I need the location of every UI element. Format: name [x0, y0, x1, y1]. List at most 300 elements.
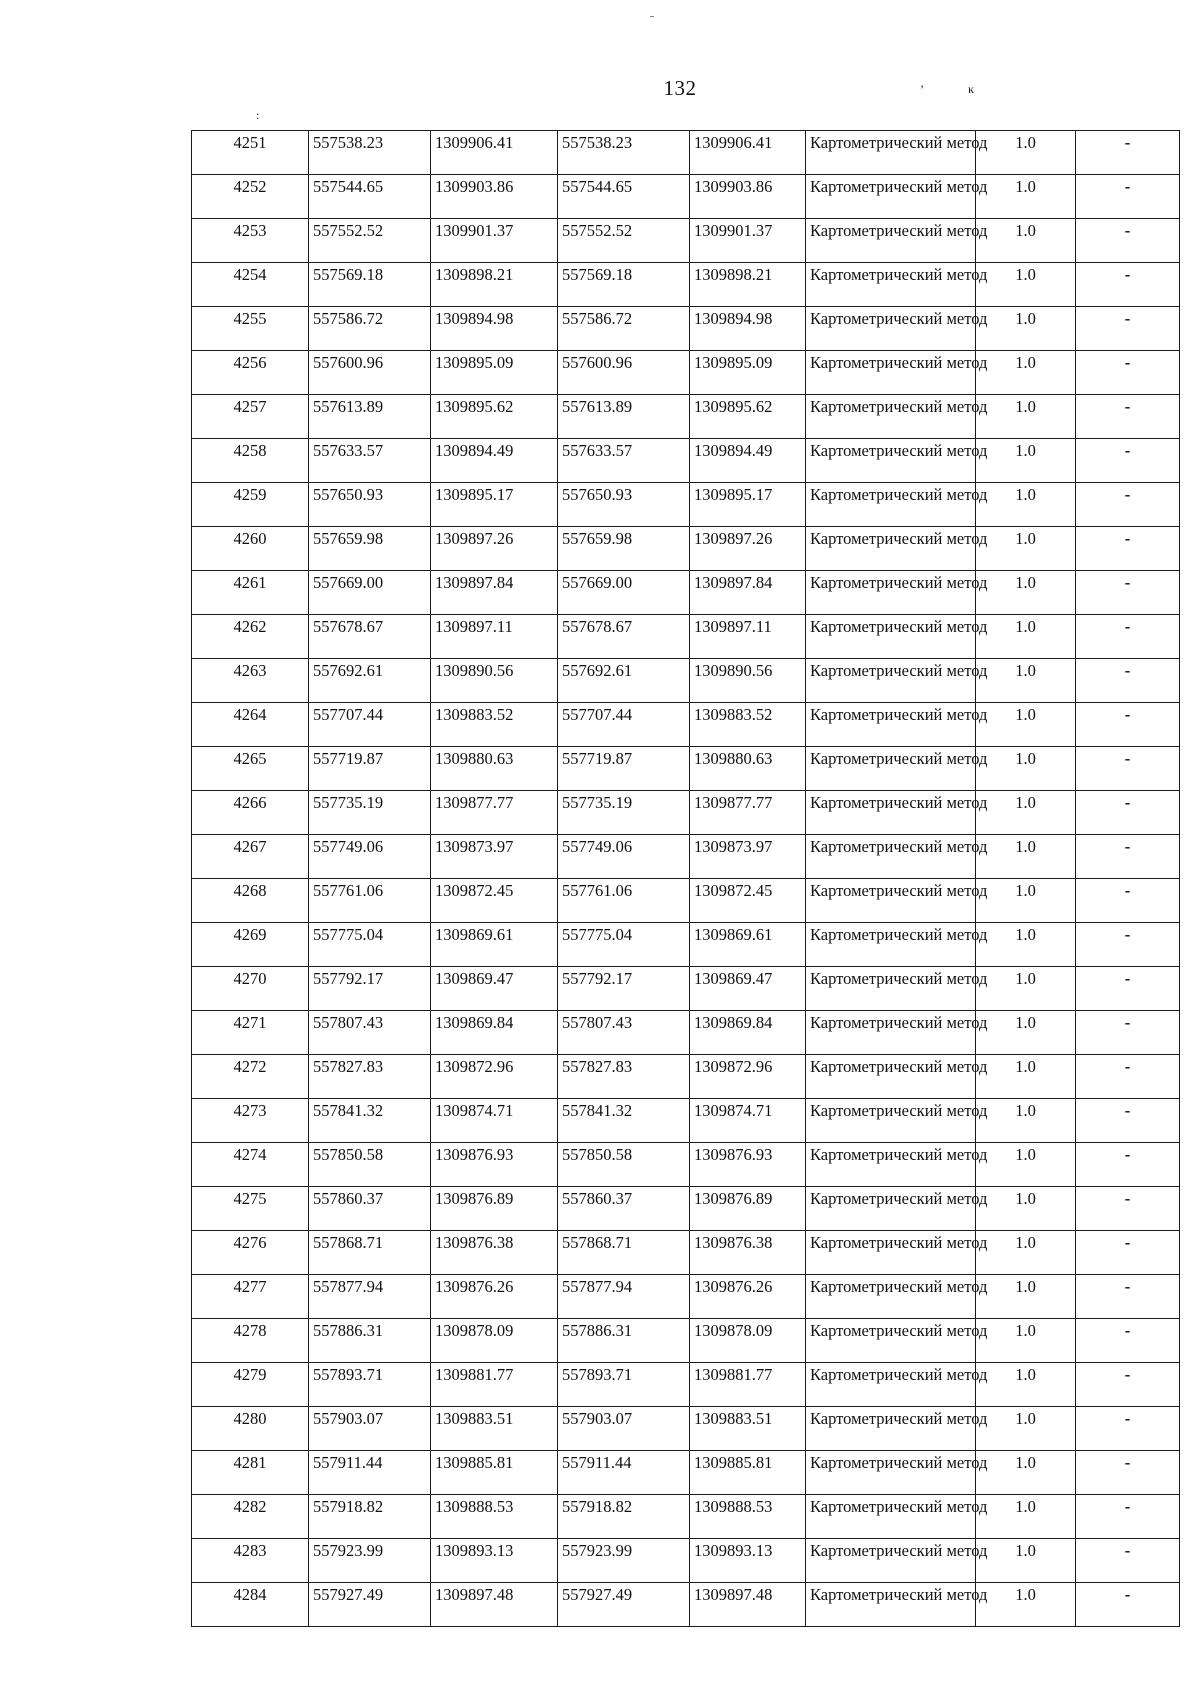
cell-x-old: 557538.23 [309, 131, 431, 175]
cell-point-number: 4261 [192, 571, 309, 615]
cell-point-number: 4278 [192, 1319, 309, 1363]
scan-speck: ˉ [650, 12, 654, 26]
cell-x-old: 557903.07 [309, 1407, 431, 1451]
table-row [192, 483, 1180, 527]
cell-y-new: 1309897.26 [690, 527, 806, 571]
cell-precision: 1.0 [976, 527, 1076, 571]
cell-y-new: 1309873.97 [690, 835, 806, 879]
cell-y-new: 1309881.77 [690, 1363, 806, 1407]
table-row [192, 879, 1180, 923]
cell-x-old: 557692.61 [309, 659, 431, 703]
cell-note: - [1076, 307, 1180, 351]
cell-note: - [1076, 1275, 1180, 1319]
cell-x-old: 557650.93 [309, 483, 431, 527]
table-body [192, 131, 1180, 1627]
table-row [192, 1055, 1180, 1099]
cell-note: - [1076, 395, 1180, 439]
cell-precision: 1.0 [976, 1055, 1076, 1099]
table-row [192, 1275, 1180, 1319]
cell-y-old: 1309880.63 [431, 747, 558, 791]
cell-x-old: 557775.04 [309, 923, 431, 967]
table-row [192, 395, 1180, 439]
table-row [192, 175, 1180, 219]
table-row [192, 1143, 1180, 1187]
cell-point-number: 4262 [192, 615, 309, 659]
cell-point-number: 4274 [192, 1143, 309, 1187]
cell-point-number: 4260 [192, 527, 309, 571]
cell-note: - [1076, 967, 1180, 1011]
cell-x-old: 557719.87 [309, 747, 431, 791]
cell-precision: 1.0 [976, 879, 1076, 923]
cell-y-old: 1309881.77 [431, 1363, 558, 1407]
cell-x-old: 557678.67 [309, 615, 431, 659]
cell-y-new: 1309883.51 [690, 1407, 806, 1451]
cell-x-old: 557659.98 [309, 527, 431, 571]
cell-y-old: 1309888.53 [431, 1495, 558, 1539]
cell-y-new: 1309883.52 [690, 703, 806, 747]
cell-point-number: 4266 [192, 791, 309, 835]
cell-y-new: 1309906.41 [690, 131, 806, 175]
cell-precision: 1.0 [976, 439, 1076, 483]
cell-point-number: 4257 [192, 395, 309, 439]
cell-x-new: 557749.06 [558, 835, 690, 879]
cell-point-number: 4254 [192, 263, 309, 307]
cell-point-number: 4252 [192, 175, 309, 219]
table-row [192, 1583, 1180, 1627]
table-row [192, 1451, 1180, 1495]
cell-y-new: 1309869.84 [690, 1011, 806, 1055]
cell-point-number: 4282 [192, 1495, 309, 1539]
cell-y-new: 1309885.81 [690, 1451, 806, 1495]
cell-method: Картометрический метод [806, 395, 976, 439]
cell-y-new: 1309878.09 [690, 1319, 806, 1363]
cell-x-new: 557586.72 [558, 307, 690, 351]
cell-x-old: 557749.06 [309, 835, 431, 879]
cell-note: - [1076, 659, 1180, 703]
cell-method: Картометрический метод [806, 263, 976, 307]
cell-precision: 1.0 [976, 1583, 1076, 1627]
cell-method: Картометрический метод [806, 1451, 976, 1495]
cell-precision: 1.0 [976, 1143, 1076, 1187]
cell-precision: 1.0 [976, 835, 1076, 879]
cell-y-old: 1309890.56 [431, 659, 558, 703]
cell-precision: 1.0 [976, 1451, 1076, 1495]
table-row [192, 131, 1180, 175]
cell-note: - [1076, 527, 1180, 571]
cell-precision: 1.0 [976, 395, 1076, 439]
cell-point-number: 4259 [192, 483, 309, 527]
table-row [192, 703, 1180, 747]
cell-y-new: 1309876.26 [690, 1275, 806, 1319]
cell-note: - [1076, 1055, 1180, 1099]
cell-y-old: 1309893.13 [431, 1539, 558, 1583]
cell-y-old: 1309883.52 [431, 703, 558, 747]
cell-x-new: 557893.71 [558, 1363, 690, 1407]
cell-point-number: 4253 [192, 219, 309, 263]
cell-method: Картометрический метод [806, 307, 976, 351]
coordinates-table [191, 130, 1180, 1627]
cell-method: Картометрический метод [806, 439, 976, 483]
cell-precision: 1.0 [976, 175, 1076, 219]
cell-method: Картометрический метод [806, 1583, 976, 1627]
cell-x-old: 557586.72 [309, 307, 431, 351]
cell-point-number: 4277 [192, 1275, 309, 1319]
cell-method: Картометрический метод [806, 1231, 976, 1275]
cell-y-old: 1309894.49 [431, 439, 558, 483]
cell-note: - [1076, 1583, 1180, 1627]
cell-method: Картометрический метод [806, 1055, 976, 1099]
table-row [192, 1495, 1180, 1539]
cell-precision: 1.0 [976, 791, 1076, 835]
cell-method: Картометрический метод [806, 879, 976, 923]
cell-point-number: 4273 [192, 1099, 309, 1143]
cell-y-new: 1309894.49 [690, 439, 806, 483]
cell-y-old: 1309897.84 [431, 571, 558, 615]
cell-note: - [1076, 571, 1180, 615]
cell-y-new: 1309898.21 [690, 263, 806, 307]
scan-speck: ’ [920, 82, 924, 96]
cell-note: - [1076, 1011, 1180, 1055]
table-row [192, 1011, 1180, 1055]
cell-method: Картометрический метод [806, 1011, 976, 1055]
cell-x-new: 557569.18 [558, 263, 690, 307]
table-row [192, 571, 1180, 615]
cell-method: Картометрический метод [806, 1495, 976, 1539]
cell-point-number: 4280 [192, 1407, 309, 1451]
table-row [192, 1407, 1180, 1451]
table-row [192, 307, 1180, 351]
cell-y-old: 1309906.41 [431, 131, 558, 175]
cell-precision: 1.0 [976, 923, 1076, 967]
cell-x-new: 557927.49 [558, 1583, 690, 1627]
cell-x-old: 557850.58 [309, 1143, 431, 1187]
cell-x-old: 557893.71 [309, 1363, 431, 1407]
cell-note: - [1076, 1363, 1180, 1407]
cell-x-new: 557678.67 [558, 615, 690, 659]
cell-x-new: 557868.71 [558, 1231, 690, 1275]
cell-note: - [1076, 219, 1180, 263]
cell-y-new: 1309895.17 [690, 483, 806, 527]
table-row [192, 791, 1180, 835]
cell-note: - [1076, 1539, 1180, 1583]
cell-x-old: 557877.94 [309, 1275, 431, 1319]
cell-x-new: 557544.65 [558, 175, 690, 219]
cell-point-number: 4279 [192, 1363, 309, 1407]
cell-y-new: 1309877.77 [690, 791, 806, 835]
cell-y-old: 1309877.77 [431, 791, 558, 835]
cell-precision: 1.0 [976, 307, 1076, 351]
cell-y-new: 1309895.09 [690, 351, 806, 395]
cell-y-old: 1309894.98 [431, 307, 558, 351]
cell-x-old: 557552.52 [309, 219, 431, 263]
cell-y-old: 1309872.45 [431, 879, 558, 923]
cell-point-number: 4281 [192, 1451, 309, 1495]
cell-note: - [1076, 923, 1180, 967]
table-row [192, 615, 1180, 659]
cell-y-new: 1309903.86 [690, 175, 806, 219]
cell-method: Картометрический метод [806, 1099, 976, 1143]
cell-point-number: 4283 [192, 1539, 309, 1583]
cell-note: - [1076, 483, 1180, 527]
cell-precision: 1.0 [976, 571, 1076, 615]
cell-x-new: 557761.06 [558, 879, 690, 923]
cell-note: - [1076, 615, 1180, 659]
cell-precision: 1.0 [976, 615, 1076, 659]
cell-x-new: 557735.19 [558, 791, 690, 835]
cell-y-new: 1309893.13 [690, 1539, 806, 1583]
cell-y-old: 1309895.17 [431, 483, 558, 527]
cell-y-old: 1309901.37 [431, 219, 558, 263]
cell-x-old: 557860.37 [309, 1187, 431, 1231]
cell-note: - [1076, 1187, 1180, 1231]
cell-precision: 1.0 [976, 1539, 1076, 1583]
cell-method: Картометрический метод [806, 571, 976, 615]
cell-y-old: 1309903.86 [431, 175, 558, 219]
cell-x-new: 557903.07 [558, 1407, 690, 1451]
cell-y-old: 1309876.93 [431, 1143, 558, 1187]
cell-method: Картометрический метод [806, 835, 976, 879]
cell-note: - [1076, 835, 1180, 879]
cell-x-new: 557633.57 [558, 439, 690, 483]
cell-point-number: 4269 [192, 923, 309, 967]
cell-x-old: 557841.32 [309, 1099, 431, 1143]
cell-precision: 1.0 [976, 483, 1076, 527]
cell-precision: 1.0 [976, 1231, 1076, 1275]
cell-y-new: 1309897.11 [690, 615, 806, 659]
cell-x-new: 557692.61 [558, 659, 690, 703]
cell-note: - [1076, 175, 1180, 219]
cell-x-old: 557569.18 [309, 263, 431, 307]
cell-y-new: 1309869.61 [690, 923, 806, 967]
cell-x-new: 557792.17 [558, 967, 690, 1011]
cell-method: Картометрический метод [806, 1187, 976, 1231]
cell-x-old: 557669.00 [309, 571, 431, 615]
cell-y-new: 1309876.93 [690, 1143, 806, 1187]
cell-method: Картометрический метод [806, 923, 976, 967]
cell-x-new: 557860.37 [558, 1187, 690, 1231]
table-row [192, 263, 1180, 307]
cell-method: Картометрический метод [806, 791, 976, 835]
cell-point-number: 4275 [192, 1187, 309, 1231]
cell-note: - [1076, 1495, 1180, 1539]
cell-method: Картометрический метод [806, 1319, 976, 1363]
cell-method: Картометрический метод [806, 219, 976, 263]
table-row [192, 219, 1180, 263]
cell-method: Картометрический метод [806, 659, 976, 703]
cell-note: - [1076, 791, 1180, 835]
cell-point-number: 4256 [192, 351, 309, 395]
cell-method: Картометрический метод [806, 1407, 976, 1451]
cell-x-old: 557911.44 [309, 1451, 431, 1495]
cell-precision: 1.0 [976, 351, 1076, 395]
cell-x-new: 557807.43 [558, 1011, 690, 1055]
cell-method: Картометрический метод [806, 747, 976, 791]
cell-point-number: 4272 [192, 1055, 309, 1099]
cell-method: Картометрический метод [806, 483, 976, 527]
cell-point-number: 4276 [192, 1231, 309, 1275]
cell-point-number: 4263 [192, 659, 309, 703]
cell-x-new: 557923.99 [558, 1539, 690, 1583]
cell-x-old: 557600.96 [309, 351, 431, 395]
table-row [192, 1363, 1180, 1407]
scan-speck: : [256, 108, 260, 122]
cell-x-old: 557792.17 [309, 967, 431, 1011]
cell-y-new: 1309880.63 [690, 747, 806, 791]
cell-y-new: 1309888.53 [690, 1495, 806, 1539]
cell-y-old: 1309897.11 [431, 615, 558, 659]
cell-precision: 1.0 [976, 1275, 1076, 1319]
cell-precision: 1.0 [976, 1011, 1076, 1055]
cell-y-old: 1309885.81 [431, 1451, 558, 1495]
cell-y-new: 1309876.89 [690, 1187, 806, 1231]
cell-x-old: 557927.49 [309, 1583, 431, 1627]
page-number: 132 [663, 76, 697, 100]
cell-y-old: 1309869.47 [431, 967, 558, 1011]
cell-precision: 1.0 [976, 1099, 1076, 1143]
cell-x-old: 557827.83 [309, 1055, 431, 1099]
cell-x-old: 557761.06 [309, 879, 431, 923]
cell-note: - [1076, 703, 1180, 747]
cell-precision: 1.0 [976, 1319, 1076, 1363]
cell-point-number: 4251 [192, 131, 309, 175]
cell-method: Картометрический метод [806, 1363, 976, 1407]
cell-method: Картометрический метод [806, 1143, 976, 1187]
cell-y-old: 1309883.51 [431, 1407, 558, 1451]
table-row [192, 439, 1180, 483]
table-row [192, 659, 1180, 703]
cell-note: - [1076, 1407, 1180, 1451]
cell-point-number: 4264 [192, 703, 309, 747]
table-row [192, 351, 1180, 395]
cell-note: - [1076, 1231, 1180, 1275]
cell-x-new: 557719.87 [558, 747, 690, 791]
cell-x-old: 557807.43 [309, 1011, 431, 1055]
cell-x-new: 557659.98 [558, 527, 690, 571]
cell-precision: 1.0 [976, 703, 1076, 747]
cell-note: - [1076, 1143, 1180, 1187]
cell-y-old: 1309878.09 [431, 1319, 558, 1363]
cell-y-old: 1309895.62 [431, 395, 558, 439]
cell-y-old: 1309873.97 [431, 835, 558, 879]
cell-x-new: 557552.52 [558, 219, 690, 263]
cell-x-new: 557877.94 [558, 1275, 690, 1319]
cell-x-new: 557841.32 [558, 1099, 690, 1143]
cell-note: - [1076, 1451, 1180, 1495]
cell-x-old: 557544.65 [309, 175, 431, 219]
table-row [192, 835, 1180, 879]
cell-method: Картометрический метод [806, 967, 976, 1011]
cell-point-number: 4267 [192, 835, 309, 879]
cell-method: Картометрический метод [806, 1275, 976, 1319]
table-row [192, 923, 1180, 967]
cell-x-new: 557886.31 [558, 1319, 690, 1363]
cell-x-new: 557613.89 [558, 395, 690, 439]
cell-precision: 1.0 [976, 1363, 1076, 1407]
cell-y-new: 1309895.62 [690, 395, 806, 439]
cell-precision: 1.0 [976, 219, 1076, 263]
cell-method: Картометрический метод [806, 615, 976, 659]
cell-x-new: 557827.83 [558, 1055, 690, 1099]
cell-x-new: 557775.04 [558, 923, 690, 967]
cell-method: Картометрический метод [806, 703, 976, 747]
cell-point-number: 4271 [192, 1011, 309, 1055]
cell-precision: 1.0 [976, 1407, 1076, 1451]
cell-precision: 1.0 [976, 967, 1076, 1011]
cell-y-new: 1309876.38 [690, 1231, 806, 1275]
cell-x-new: 557707.44 [558, 703, 690, 747]
cell-x-old: 557923.99 [309, 1539, 431, 1583]
cell-x-old: 557886.31 [309, 1319, 431, 1363]
cell-y-new: 1309872.96 [690, 1055, 806, 1099]
cell-x-new: 557538.23 [558, 131, 690, 175]
cell-x-old: 557735.19 [309, 791, 431, 835]
scan-speck: ĸ [968, 82, 974, 96]
cell-x-old: 557918.82 [309, 1495, 431, 1539]
cell-x-new: 557918.82 [558, 1495, 690, 1539]
cell-y-old: 1309872.96 [431, 1055, 558, 1099]
table-row [192, 1319, 1180, 1363]
cell-note: - [1076, 1099, 1180, 1143]
cell-y-old: 1309898.21 [431, 263, 558, 307]
cell-point-number: 4255 [192, 307, 309, 351]
cell-y-new: 1309890.56 [690, 659, 806, 703]
cell-precision: 1.0 [976, 1495, 1076, 1539]
cell-method: Картометрический метод [806, 175, 976, 219]
table-row [192, 967, 1180, 1011]
cell-y-new: 1309894.98 [690, 307, 806, 351]
cell-y-new: 1309897.84 [690, 571, 806, 615]
cell-point-number: 4258 [192, 439, 309, 483]
cell-precision: 1.0 [976, 263, 1076, 307]
cell-note: - [1076, 439, 1180, 483]
cell-y-new: 1309874.71 [690, 1099, 806, 1143]
table-row [192, 1187, 1180, 1231]
table-row [192, 1099, 1180, 1143]
cell-note: - [1076, 747, 1180, 791]
cell-note: - [1076, 131, 1180, 175]
cell-note: - [1076, 1319, 1180, 1363]
cell-y-old: 1309876.89 [431, 1187, 558, 1231]
cell-y-old: 1309897.48 [431, 1583, 558, 1627]
cell-note: - [1076, 263, 1180, 307]
cell-point-number: 4270 [192, 967, 309, 1011]
cell-point-number: 4284 [192, 1583, 309, 1627]
cell-y-old: 1309895.09 [431, 351, 558, 395]
cell-point-number: 4265 [192, 747, 309, 791]
table-row [192, 747, 1180, 791]
cell-y-new: 1309872.45 [690, 879, 806, 923]
cell-method: Картометрический метод [806, 527, 976, 571]
cell-x-new: 557600.96 [558, 351, 690, 395]
cell-x-old: 557868.71 [309, 1231, 431, 1275]
cell-method: Картометрический метод [806, 131, 976, 175]
cell-y-old: 1309876.38 [431, 1231, 558, 1275]
cell-precision: 1.0 [976, 747, 1076, 791]
cell-x-new: 557669.00 [558, 571, 690, 615]
cell-y-new: 1309897.48 [690, 1583, 806, 1627]
cell-point-number: 4268 [192, 879, 309, 923]
cell-y-old: 1309869.84 [431, 1011, 558, 1055]
cell-y-old: 1309869.61 [431, 923, 558, 967]
cell-y-new: 1309869.47 [690, 967, 806, 1011]
cell-x-new: 557650.93 [558, 483, 690, 527]
cell-precision: 1.0 [976, 131, 1076, 175]
cell-note: - [1076, 351, 1180, 395]
cell-precision: 1.0 [976, 659, 1076, 703]
cell-y-old: 1309876.26 [431, 1275, 558, 1319]
cell-y-old: 1309874.71 [431, 1099, 558, 1143]
cell-x-new: 557911.44 [558, 1451, 690, 1495]
